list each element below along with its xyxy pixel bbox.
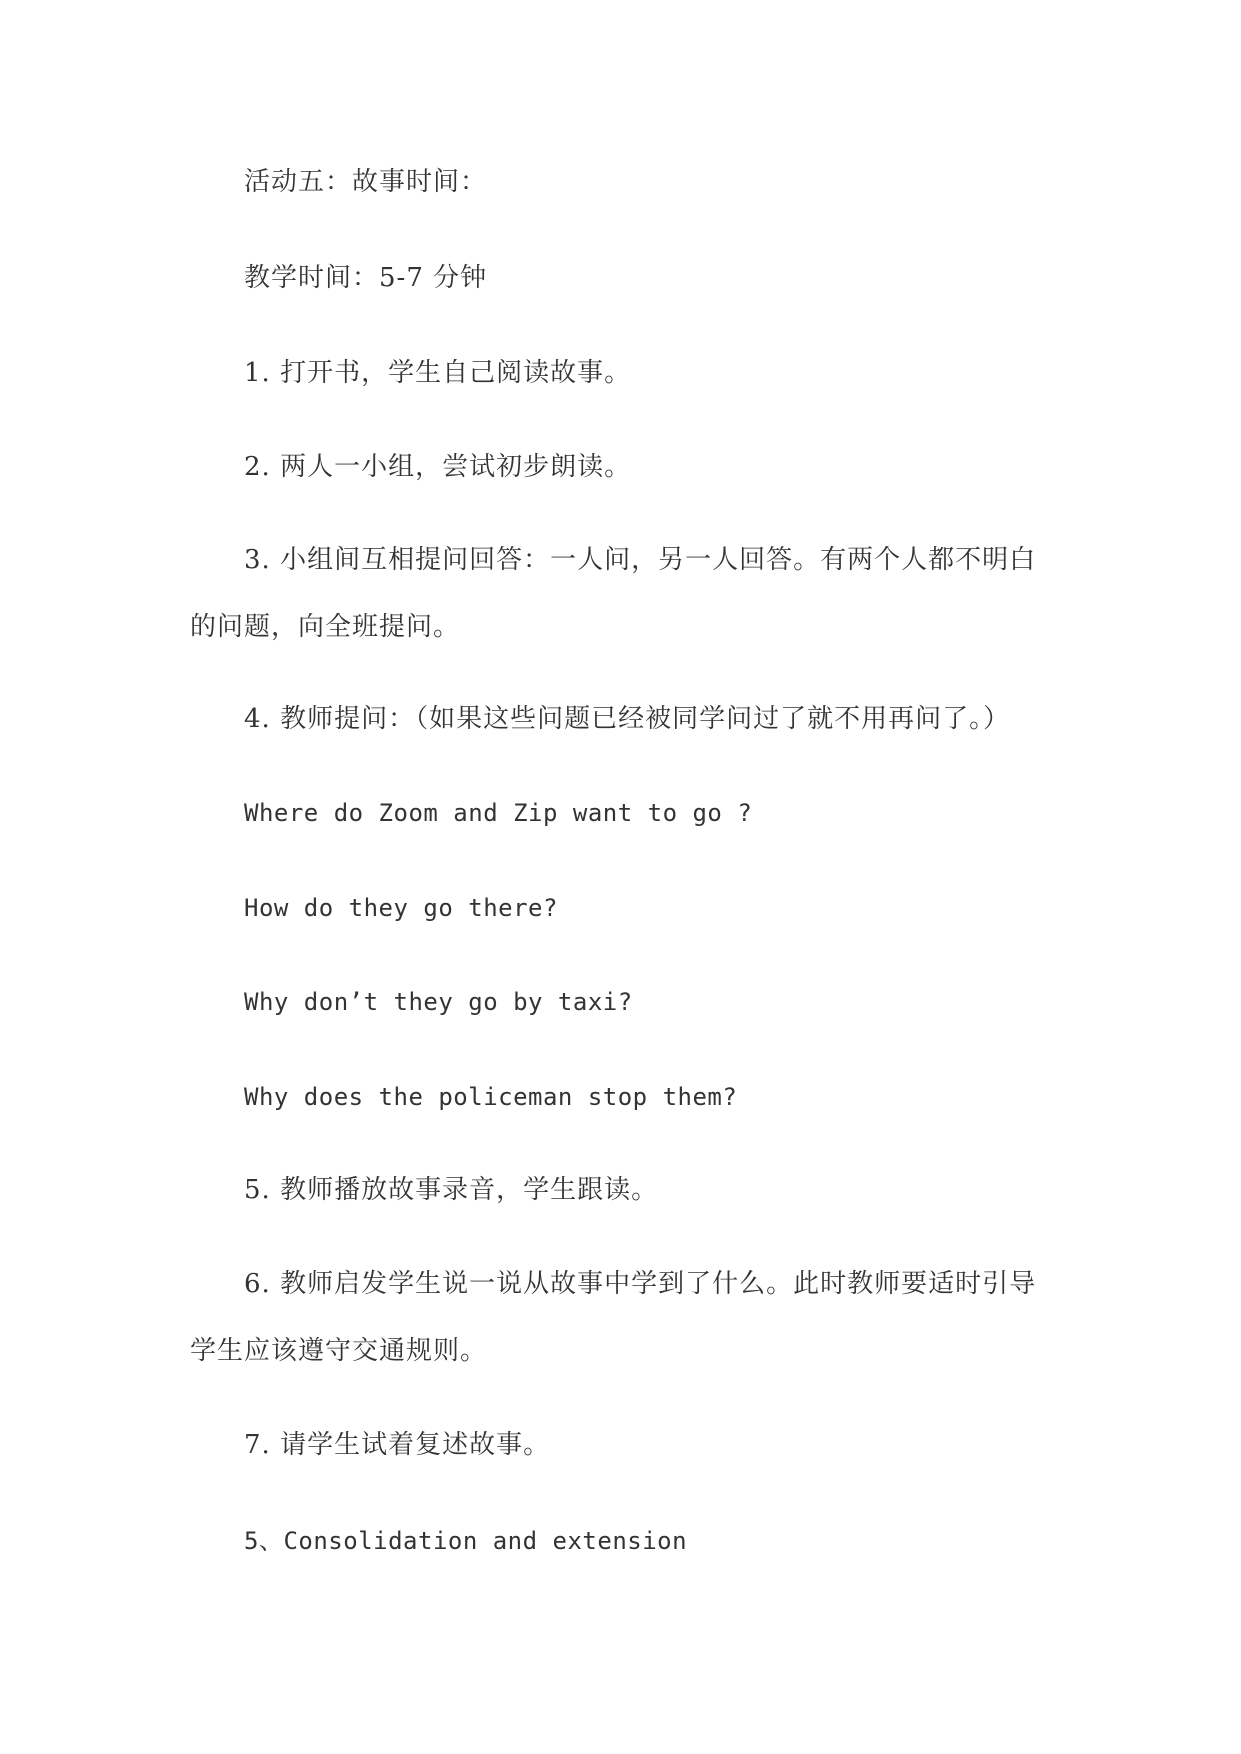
- step-2: 2. 两人一小组，尝试初步朗读。: [244, 452, 632, 482]
- question-4: Why does the policeman stop them?: [244, 1083, 738, 1111]
- step-4: 4. 教师提问：（如果这些问题已经被同学问过了就不用再问了。）: [244, 704, 1011, 734]
- section-5-heading: 5、Consolidation and extension: [244, 1527, 688, 1555]
- step-7: 7. 请学生试着复述故事。: [244, 1430, 551, 1460]
- activity-title: 活动五：故事时间：: [244, 167, 488, 197]
- teaching-time: 教学时间：5-7 分钟: [244, 263, 488, 293]
- step-6: 6. 教师启发学生说一说从故事中学到了什么。此时教师要适时引导学生应该遵守交通规则。: [190, 1269, 1037, 1366]
- step-5: 5. 教师播放故事录音，学生跟读。: [244, 1175, 659, 1205]
- question-1: Where do Zoom and Zip want to go ?: [244, 799, 753, 827]
- question-2: How do they go there?: [244, 894, 558, 922]
- step-3: 3. 小组间互相提问回答：一人问，另一人回答。有两个人都不明白的问题，向全班提问。: [190, 545, 1037, 642]
- question-3: Why don’t they go by taxi?: [244, 988, 633, 1016]
- step-1: 1. 打开书，学生自己阅读故事。: [244, 358, 632, 388]
